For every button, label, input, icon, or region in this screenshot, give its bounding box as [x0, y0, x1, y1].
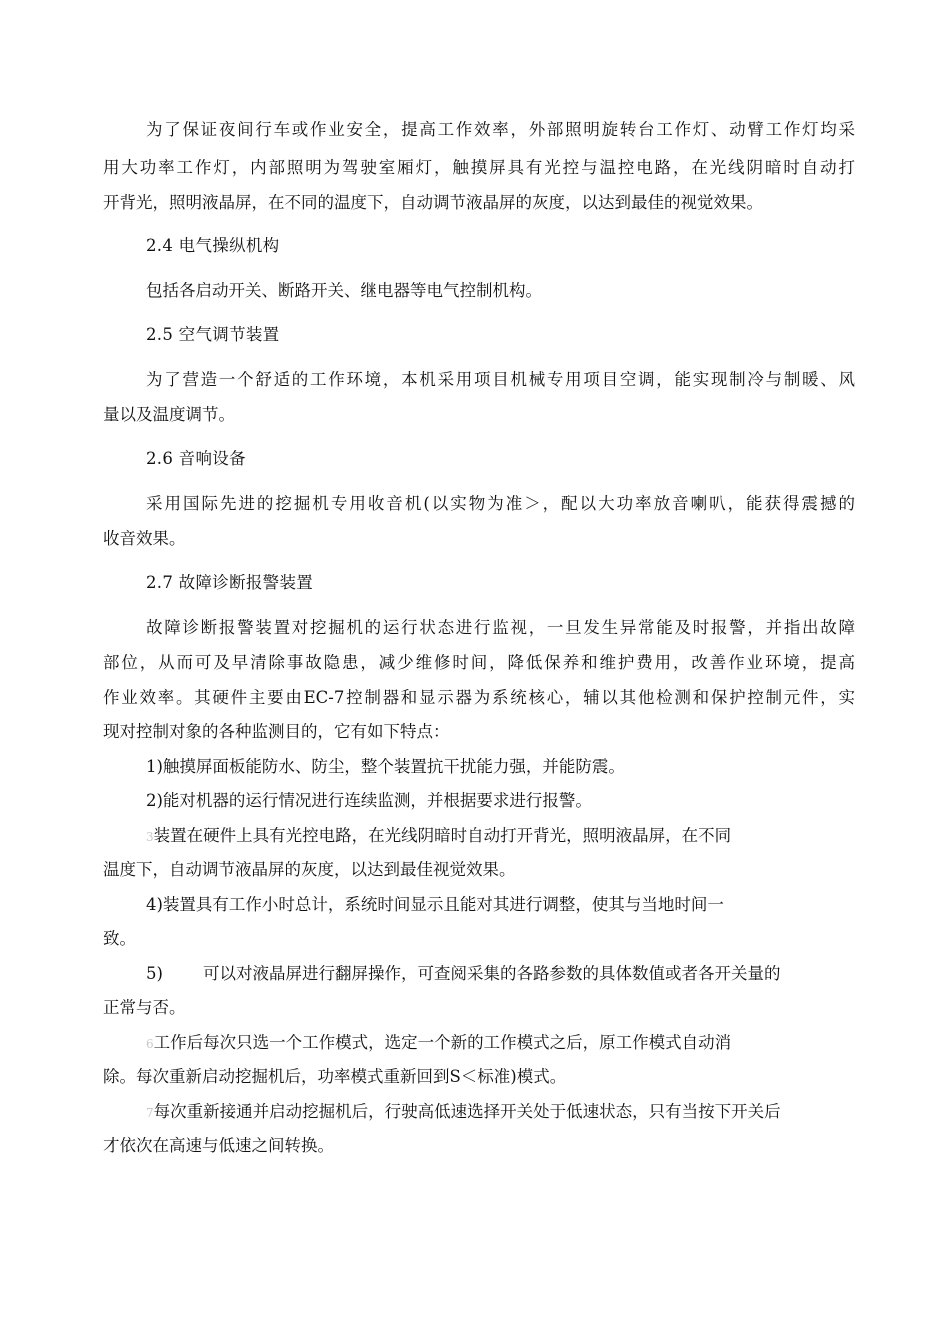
- feature-item-7-text: 每次重新接通并启动挖掘机后，行驶高低速选择开关处于低速状态，只有当按下开关后: [153, 1102, 781, 1121]
- section-2-5-line-1: 为了营造一个舒适的工作环境，本机采用项目机械专用项目空调，能实现制冷与制暖、风: [146, 370, 855, 389]
- intro-line-1: 为了保证夜间行车或作业安全，提高工作效率，外部照明旋转台工作灯、动臂工作灯均采: [146, 120, 855, 139]
- feature-item-1: 1)触摸屏面板能防水、防尘，整个装置抗干扰能力强，并能防震。: [146, 757, 625, 776]
- section-heading-2-7: 2.7 故障诊断报警装置: [146, 573, 314, 592]
- section-heading-2-4: 2.4 电气操纵机构: [146, 236, 280, 255]
- section-2-6-line-2: 收音效果。: [103, 529, 186, 548]
- feature-item-3-line-2: 温度下，自动调节液晶屏的灰度，以达到最佳视觉效果。: [103, 860, 516, 879]
- feature-item-5-line-2: 正常与否。: [103, 998, 186, 1017]
- section-2-5-line-2: 量以及温度调节。: [103, 405, 235, 424]
- intro-line-2: 用大功率工作灯，内部照明为驾驶室厢灯，触摸屏具有光控与温控电路，在光线阴暗时自动打: [103, 158, 855, 177]
- feature-item-5-line-1: [146, 964, 780, 984]
- feature-item-7-line-1: [146, 1102, 781, 1123]
- feature-item-2: 2)能对机器的运行情况进行连续监测，并根据要求进行报警。: [146, 791, 592, 810]
- section-2-6-line-1: 采用国际先进的挖掘机专用收音机(以实物为准＞，配以大功率放音喇叭，能获得震撼的: [146, 494, 855, 513]
- feature-item-6-line-2: 除。每次重新启动挖掘机后，功率模式重新回到S＜标准)模式。: [103, 1067, 567, 1086]
- feature-item-6-number: 6: [146, 1037, 154, 1051]
- feature-item-6-text: 工作后每次只选一个工作模式，选定一个新的工作模式之后，原工作模式自动消: [153, 1033, 732, 1052]
- section-2-4-text: 包括各启动开关、断路开关、继电器等电气控制机构。: [146, 281, 542, 300]
- feature-item-3-number: 3: [146, 830, 154, 844]
- section-2-7-para-line-3: 作业效率。其硬件主要由EC-7控制器和显示器为系统核心，辅以其他检测和保护控制元件，实: [103, 688, 855, 707]
- feature-item-4-line-1: 4)装置具有工作小时总计，系统时间显示且能对其进行调整，使其与当地时间一: [146, 895, 724, 914]
- feature-item-3-text: 装置在硬件上具有光控电路，在光线阴暗时自动打开背光，照明液晶屏，在不同: [153, 826, 732, 845]
- feature-item-6-line-1: [146, 1033, 731, 1054]
- section-2-7-para-line-4: 现对控制对象的各种监测目的，它有如下特点：: [103, 722, 450, 741]
- feature-item-3-line-1: [146, 826, 731, 847]
- intro-line-3: 开背光，照明液晶屏，在不同的温度下，自动调节液晶屏的灰度，以达到最佳的视觉效果。: [103, 193, 763, 212]
- feature-item-7-line-2: 才依次在高速与低速之间转换。: [103, 1136, 334, 1155]
- feature-item-5-number: 5): [146, 964, 163, 983]
- section-2-7-para-line-1: 故障诊断报警装置对挖掘机的运行状态进行监视，一旦发生异常能及时报警，并指出故障: [146, 618, 855, 637]
- section-heading-2-6: 2.6 音响设备: [146, 449, 246, 468]
- section-2-7-para-line-2: 部位，从而可及早清除事故隐患，减少维修时间，降低保养和维护费用，改善作业环境，提高: [103, 653, 855, 672]
- feature-item-7-number: 7: [146, 1106, 154, 1120]
- feature-item-4-line-2: 致。: [103, 929, 136, 948]
- feature-item-5-text: 可以对液晶屏进行翻屏操作，可查阅采集的各路参数的具体数值或者各开关量的: [202, 964, 781, 983]
- section-heading-2-5: 2.5 空气调节装置: [146, 325, 280, 344]
